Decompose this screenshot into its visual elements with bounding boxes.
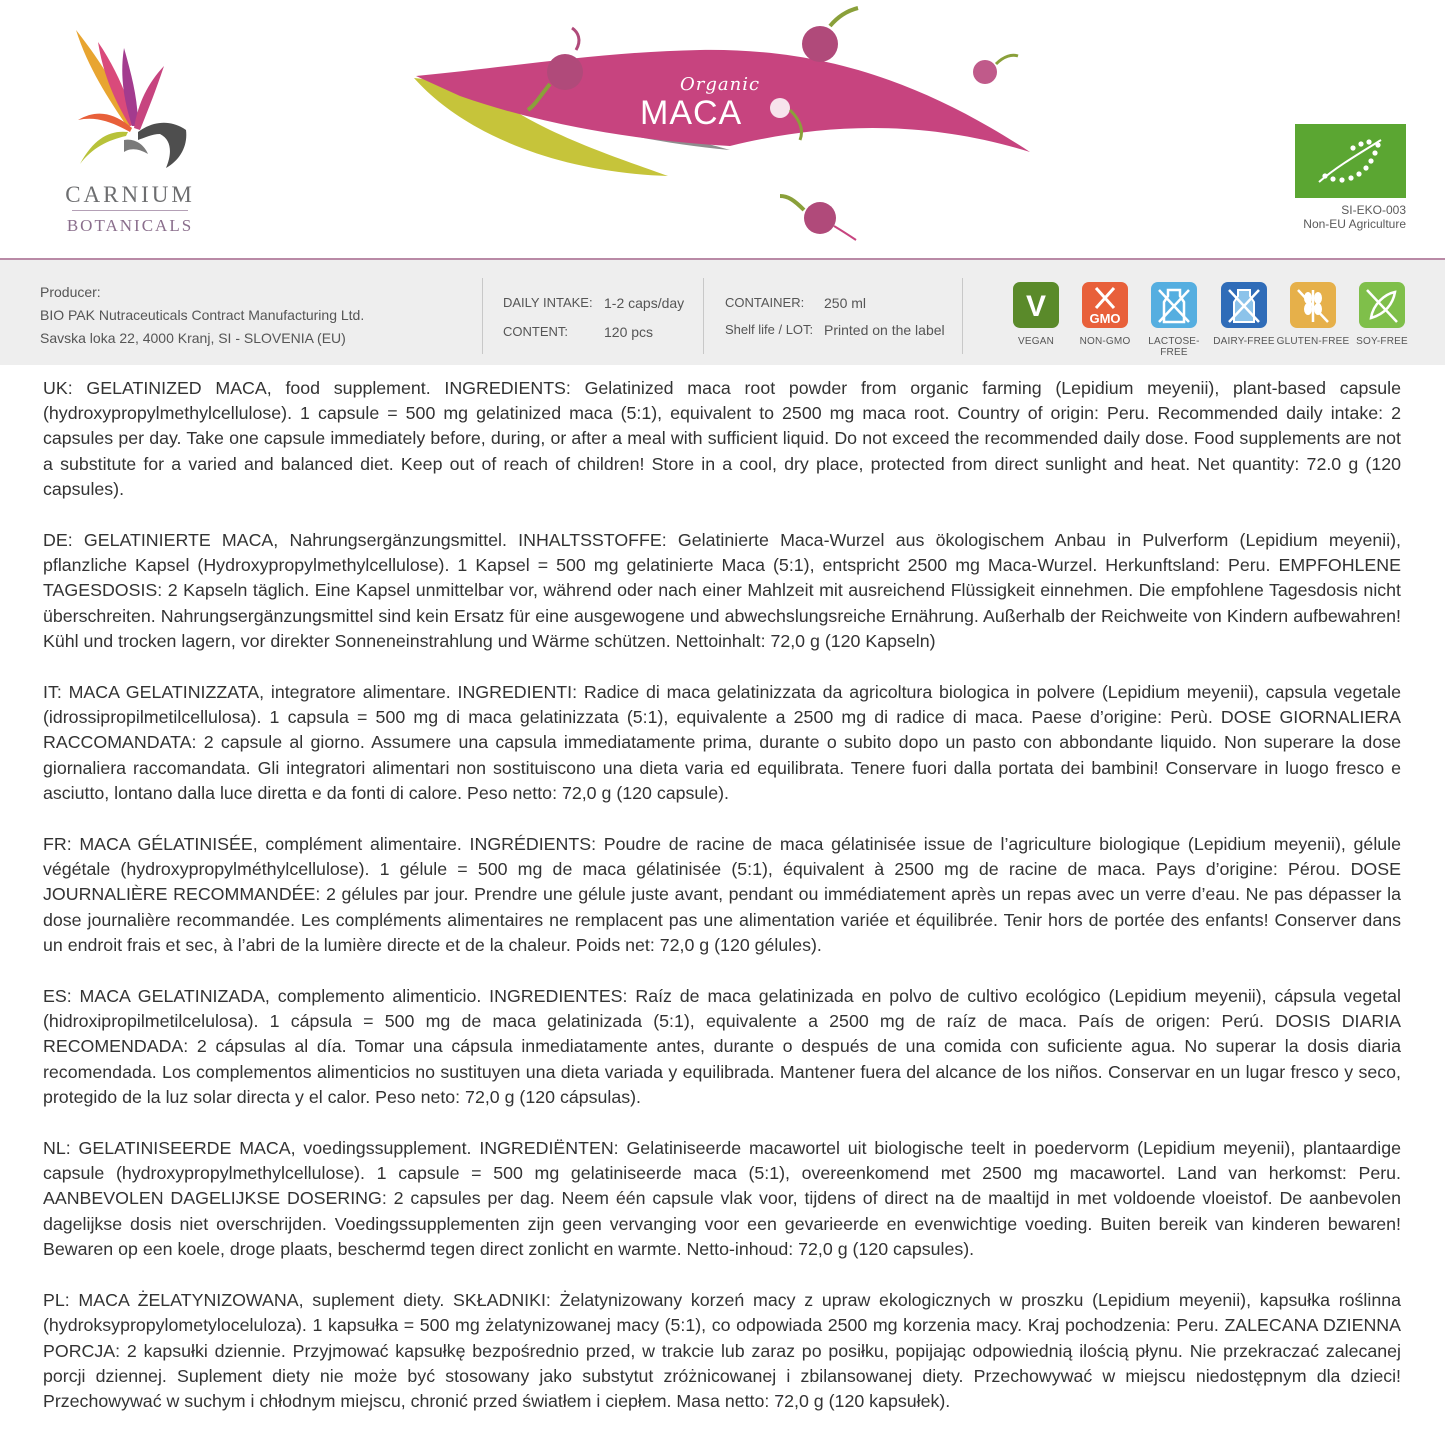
paragraph-pl: PL: MACA ŻELATYNIZOWANA, suplement diety. SKŁADNIKI: Żelatynizowany korzeń macy z upraw ekologicznych w proszku (Lepidium meyenii), kapsułka roślinna (hydroksypropylometyloceluloza). 1 kapsułka = 500 mg żelatynizowanej macy (5:1), co odpowiada 2500 mg korzenia macy. Kraj pochodzenia: Peru. ZALECANA DZIENNA PORCJA: 2 kapsułki dziennie. Przyjmować kapsułkę bezpośrednio przed, w trakcie lub zaraz po posiłku, popijając odpowiednią ilością płynu. Nie przekraczać zalecanej porcji dziennej. Suplement diety nie może być stosowany jako substytut zróżnicowanej i zbilansowanej diety. Przechowywać w miejscu niedostępnym dla dzieci! Przechowywać w suchym i chłodnym miejscu, chronić przed światłem i ciepłem. Masa netto: 72,0 g (120 kapsułek). bbox=[43, 1290, 1401, 1411]
container-label: CONTAINER: bbox=[725, 295, 805, 310]
badge-label-gluten-free: GLUTEN-FREE bbox=[1276, 336, 1350, 347]
flower-logo-icon bbox=[68, 28, 192, 178]
producer-label: Producer: bbox=[40, 284, 101, 300]
brand-logo bbox=[60, 28, 200, 238]
separator bbox=[962, 278, 963, 354]
vegan-glyph: V bbox=[1025, 290, 1047, 323]
badge-label-dairy-free: DAIRY-FREE bbox=[1213, 336, 1275, 347]
badge-label-non-gmo: NON-GMO bbox=[1079, 336, 1131, 347]
product-banner bbox=[400, 0, 1060, 258]
certification-code: SI-EKO-003 bbox=[1341, 203, 1406, 217]
gluten-free-icon bbox=[1290, 282, 1336, 328]
brand-divider bbox=[72, 210, 188, 211]
eu-organic-logo bbox=[1295, 124, 1406, 198]
lactose-free-icon bbox=[1151, 282, 1197, 328]
brand-subtitle: BOTANICALS bbox=[66, 216, 194, 235]
badge-label-vegan: VEGAN bbox=[1017, 336, 1054, 347]
paragraph-uk: UK: GELATINIZED MACA, food supplement. INGREDIENTS: Gelatinized maca root powder from organic farming (Lepidium meyenii), plant-based capsule (hydroxypropylmethylcellulose). 1 capsule = 500 mg gelatinized maca (5:1), equivalent to 2500 mg maca root. Country of origin: Peru. Recommended daily intake: 2 capsules per day. Take one capsule immediately before, during, or after a meal with sufficient liquid. Do not exceed the recommended daily dose. Food supplements are not a substitute for a varied and balanced diet. Keep out of reach of children! Store in a cool, dry place, protected from direct sunlight and heat. Net quantity: 72.0 g (120 capsules). bbox=[43, 378, 1401, 499]
paragraph-nl: NL: GELATINISEERDE MACA, voedingssupplement. INGREDIËNTEN: Gelatiniseerde macawortel uit biologische teelt in poedervorm (Lepidium meyenii), plantaardige capsule (hydroxypropylmethylcellulose). 1 capsule = 500 mg gelatiniseerde maca (5:1), overeenkomend met 2500 mg macawortel. Land van herkomst: Peru. AANBEVOLEN DAGELIJKSE DOSERING: 2 capsules per dag. Neem één capsule vlak voor, tijdens of direct na de maaltijd in met voldoende vloeistof. De aanbevolen dagelijkse dosis niet overschrijden. Voedingssupplementen zijn geen vervanging voor een gevarieerde en evenwichtige voeding. Buiten bereik van kinderen bewaren! Bewaren op een koele, droge plaats, beschermd tegen direct zonlicht en warmte. Netto-inhoud: 72,0 g (120 capsules). bbox=[43, 1138, 1401, 1259]
certification-origin: Non-EU Agriculture bbox=[1303, 217, 1406, 231]
shelf-life-label: Shelf life / LOT: bbox=[725, 322, 814, 337]
info-band bbox=[0, 260, 1445, 365]
badge-label-lactose-free: LACTOSE-FREE bbox=[1148, 336, 1200, 358]
dairy-free-icon bbox=[1221, 282, 1267, 328]
non-gmo-icon bbox=[1082, 282, 1128, 328]
shelf-life-value: Printed on the label bbox=[824, 322, 945, 338]
eu-leaf-icon bbox=[1295, 124, 1406, 198]
container-value: 250 ml bbox=[824, 295, 867, 311]
daily-intake-value: 1-2 caps/day bbox=[604, 295, 685, 311]
vegan-icon bbox=[1013, 282, 1059, 328]
label-header bbox=[0, 0, 1445, 258]
product-name: MACA bbox=[640, 94, 743, 132]
daily-intake-label: DAILY INTAKE: bbox=[503, 295, 593, 310]
paragraph-it: IT: MACA GELATINIZZATA, integratore alimentare. INGREDIENTI: Radice di maca gelatinizzata da agricoltura biologica in polvere (Lepidium meyenii), capsula vegetale (idrossipropilmetilcellulosa). 1 capsula = 500 mg di maca gelatinizzata (5:1), equivalente a 2500 mg di radice di maca. Paese d’origine: Perù. DOSE GIORNALIERA RACCOMANDATA: 2 capsule al giorno. Assumere una capsula immediatamente prima, durante o subito dopo un pasto con abbondante liquido. Non superare la dose giornaliera raccomandata. Gli integratori alimentari non sostituiscono una dieta varia ed equilibrata. Tenere fuori dalla portata dei bambini! Conservare in luogo fresco e asciutto, lontano dalla luce diretta e da fonti di calore. Peso netto: 72,0 g (120 capsule). bbox=[43, 682, 1401, 803]
content-value: 120 pcs bbox=[604, 324, 654, 340]
brand-name: CARNIUM bbox=[65, 182, 195, 207]
paragraph-fr: FR: MACA GÉLATINISÉE, complément alimentaire. INGRÉDIENTS: Poudre de racine de maca gélatinisée issue de l’agriculture biologique (Lepidium meyenii), gélule végétale (hydroxypropylméthylcellulose). 1 gélule = 500 mg de maca gélatinisée (5:1), équivalent à 2500 mg de racine de maca. Pays d’origine: Pérou. DOSE JOURNALIÈRE RECOMMANDÉE: 2 gélules par jour. Prendre une gélule juste avant, pendant ou immédiatement après un repas avec un verre d’eau. Ne pas dépasser la dose journalière recommandée. Les compléments alimentaires ne remplacent pas une alimentation variée et équilibrée. Tenir hors de portée des enfants! Conserver dans un endroit frais et sec, à l’abri de la lumière directe et de la chaleur. Poids net: 72,0 g (120 gélules). bbox=[43, 834, 1401, 955]
multilingual-description bbox=[43, 376, 1401, 1440]
paragraph-de: DE: GELATINIERTE MACA, Nahrungsergänzungsmittel. INHALTSSTOFFE: Gelatinierte Maca-Wurzel aus ökologischem Anbau in Pulverform (Lepidium meyenii), pflanzliche Kapsel (Hydroxypropylmethylcellulose). 1 Kapsel = 500 mg gelatinierte Maca (5:1), entspricht 2500 mg Maca-Wurzel. Herkunftsland: Peru. EMPFOHLENE TAGESDOSIS: 2 Kapseln täglich. Eine Kapsel unmittelbar vor, während oder nach einer Mahlzeit mit ausreichend Flüssigkeit einnehmen. Die empfohlene Tagesdosis nicht überschreiten. Nahrungsergänzungsmittel sind kein Ersatz für eine ausgewogene und abwechslungsreiche Ernährung. Außerhalb der Reichweite von Kindern aufbewahren! Kühl und trocken lagern, vor direkter Sonneneinstrahlung und Wärme schützen. Nettoinhalt: 72,0 g (120 Kapseln) bbox=[43, 530, 1401, 651]
separator bbox=[482, 278, 483, 354]
soy-free-icon bbox=[1359, 282, 1405, 328]
producer-address: Savska loka 22, 4000 Kranj, SI - SLOVENIA (EU) bbox=[40, 330, 346, 346]
non-gmo-glyph: GMO bbox=[1089, 311, 1121, 326]
badge-label-soy-free: SOY-FREE bbox=[1356, 336, 1408, 347]
producer-name: BIO PAK Nutraceuticals Contract Manufacturing Ltd. bbox=[40, 307, 365, 323]
separator bbox=[703, 278, 704, 354]
content-label: CONTENT: bbox=[503, 324, 568, 339]
paragraph-es: ES: MACA GELATINIZADA, complemento alimenticio. INGREDIENTES: Raíz de maca gelatinizada en polvo de cultivo ecológico (Lepidium meyenii), cápsula vegetal (hidroxipropilmetilcelulosa). 1 cápsula = 500 mg de maca gelatinizada (5:1), equivalente a 2500 mg de raíz de maca. País de origen: Perú. DOSIS DIARIA RECOMENDADA: 2 cápsulas al día. Tomar una cápsula inmediatamente antes, durante o después de una comida con suficiente agua. No superar la dosis diaria recomendada. Los complementos alimenticios no sustituyen una dieta variada y equilibrada. Mantener fuera del alcance de los niños. Conservar en un lugar fresco y seco, protegido de la luz solar directa y el calor. Peso neto: 72,0 g (120 cápsulas). bbox=[43, 986, 1401, 1107]
product-tagline: Organic bbox=[680, 74, 761, 95]
